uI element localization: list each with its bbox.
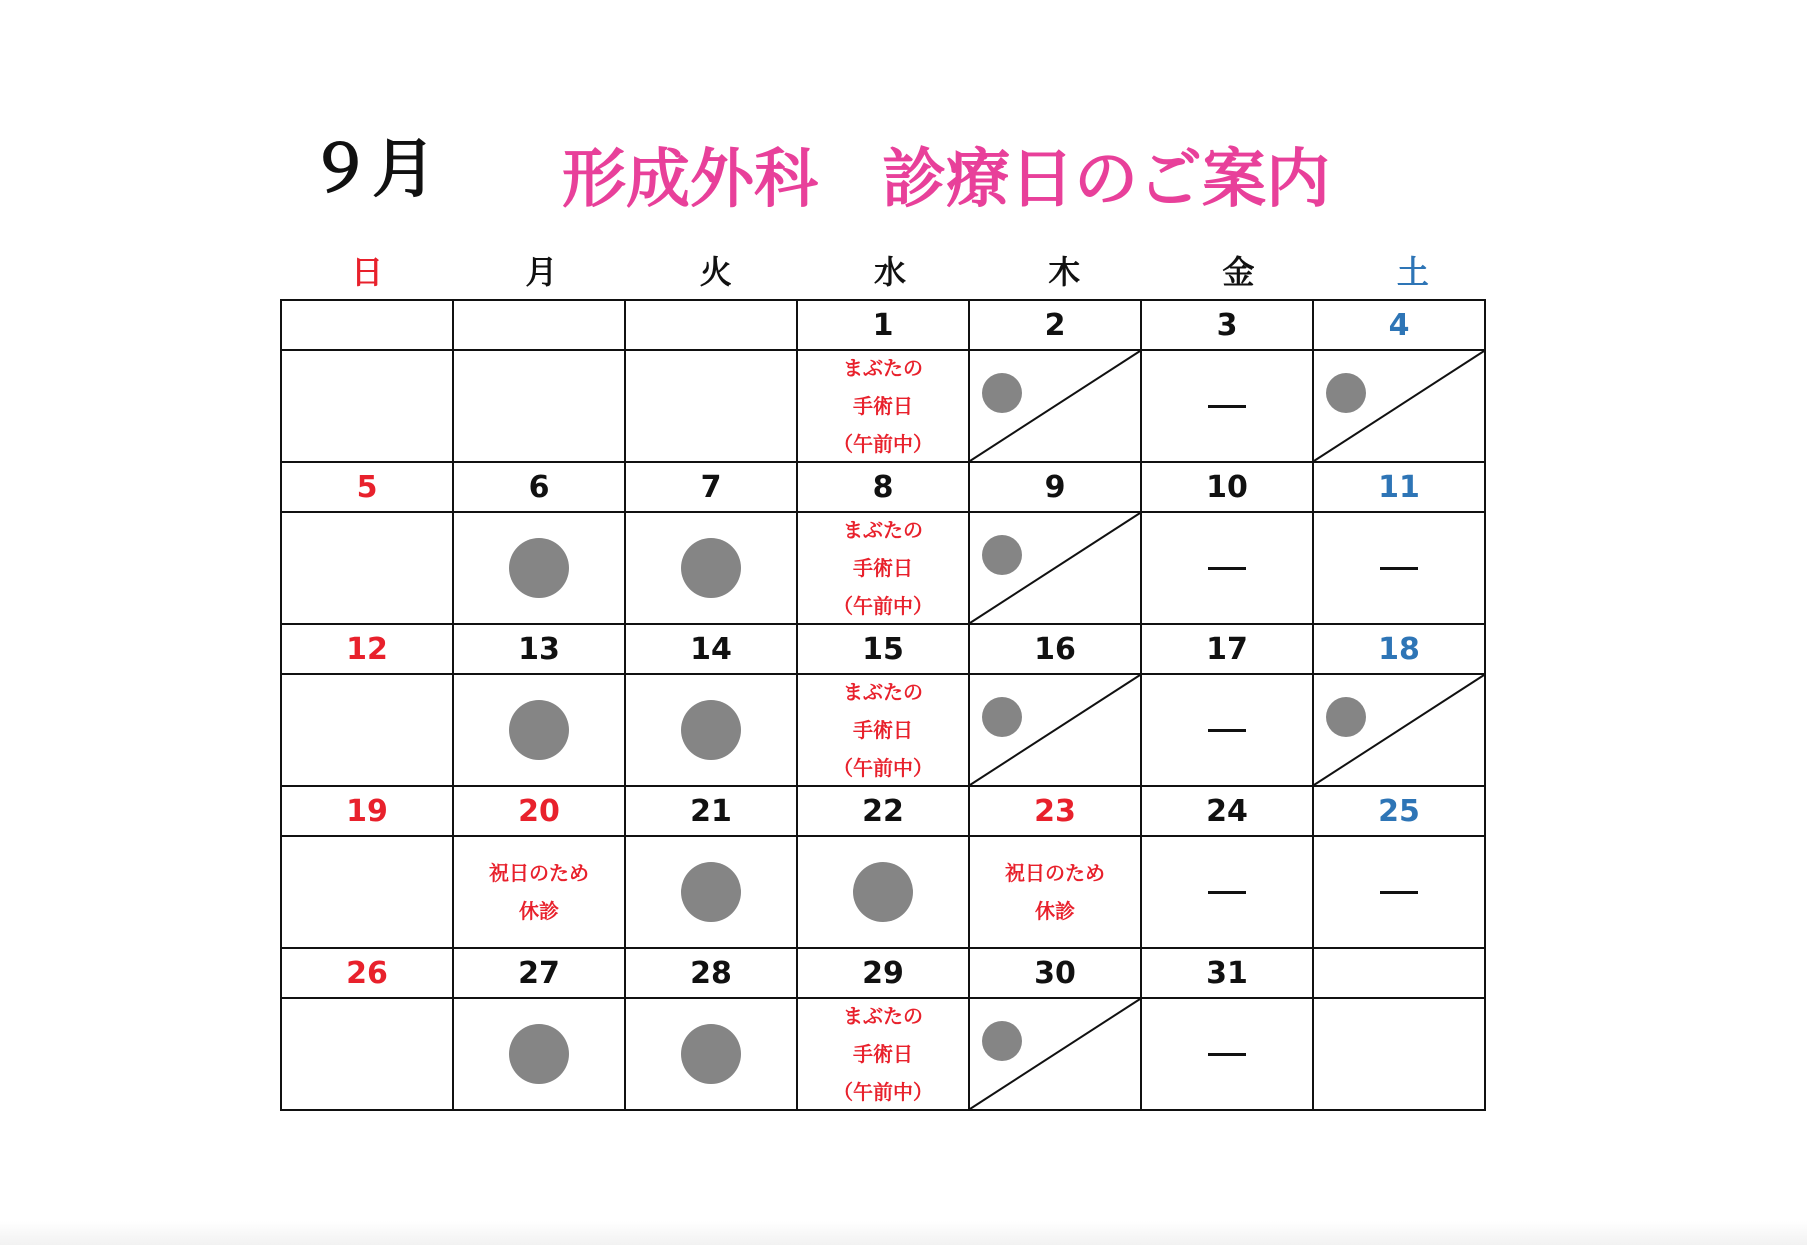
status-cell xyxy=(453,836,625,948)
date-row xyxy=(281,624,1485,674)
status-cell xyxy=(969,836,1141,948)
note-line: （午前中） xyxy=(833,756,933,780)
date-row xyxy=(281,948,1485,998)
date-cell: 31 xyxy=(1141,948,1313,998)
note-line: （午前中） xyxy=(833,594,933,618)
date-row xyxy=(281,300,1485,350)
status-cell xyxy=(969,998,1141,1110)
date-cell: 7 xyxy=(625,462,797,512)
status-row xyxy=(281,998,1485,1110)
date-cell: 3 xyxy=(1141,300,1313,350)
note-line: 手術日 xyxy=(853,394,913,418)
status-row xyxy=(281,674,1485,786)
date-cell: 25 xyxy=(1313,786,1485,836)
date-cell: 18 xyxy=(1313,624,1485,674)
weekday-label: 金 xyxy=(1222,253,1255,291)
status-cell xyxy=(1141,674,1313,786)
status-cell xyxy=(625,674,797,786)
surgery-note xyxy=(833,350,933,462)
status-cell xyxy=(1141,998,1313,1110)
morning-only-icon xyxy=(982,697,1022,737)
status-cell xyxy=(1313,512,1485,624)
note-line: 休診 xyxy=(519,899,559,923)
date-cell: 17 xyxy=(1141,624,1313,674)
note-line: まぶたの xyxy=(843,1004,923,1028)
status-cell xyxy=(453,674,625,786)
weekday-label: 月 xyxy=(525,253,558,291)
status-cell xyxy=(969,350,1141,462)
note-line: まぶたの xyxy=(843,680,923,704)
status-cell xyxy=(625,836,797,948)
date-cell: 20 xyxy=(453,786,625,836)
status-cell xyxy=(797,512,969,624)
date-cell: 8 xyxy=(797,462,969,512)
note-line: まぶたの xyxy=(843,356,923,380)
date-cell xyxy=(281,300,453,350)
date-cell: 23 xyxy=(969,786,1141,836)
note-line: （午前中） xyxy=(833,432,933,456)
status-row xyxy=(281,512,1485,624)
morning-only-icon xyxy=(1326,697,1366,737)
weekday-header xyxy=(280,250,1500,294)
closed-dash-icon xyxy=(1208,891,1246,894)
date-cell: 11 xyxy=(1313,462,1485,512)
status-cell xyxy=(453,998,625,1110)
surgery-note xyxy=(833,998,933,1110)
note-line: 手術日 xyxy=(853,718,913,742)
status-cell xyxy=(1141,350,1313,462)
date-cell: 12 xyxy=(281,624,453,674)
status-cell xyxy=(625,998,797,1110)
date-cell xyxy=(453,300,625,350)
open-all-day-icon xyxy=(681,862,741,922)
morning-only-icon xyxy=(1326,373,1366,413)
note-line: （午前中） xyxy=(833,1080,933,1104)
weekday-label: 火 xyxy=(699,253,732,291)
status-cell xyxy=(797,674,969,786)
status-cell xyxy=(281,512,453,624)
open-all-day-icon xyxy=(509,1024,569,1084)
note-line: 祝日のため xyxy=(489,861,589,885)
closed-dash-icon xyxy=(1208,1053,1246,1056)
surgery-note xyxy=(833,512,933,624)
closed-dash-icon xyxy=(1208,405,1246,408)
status-cell xyxy=(1141,512,1313,624)
date-cell: 1 xyxy=(797,300,969,350)
status-cell xyxy=(625,350,797,462)
note-line: 休診 xyxy=(1035,899,1075,923)
status-cell xyxy=(1313,350,1485,462)
date-cell xyxy=(1313,948,1485,998)
date-cell: 24 xyxy=(1141,786,1313,836)
holiday-note xyxy=(1005,854,1105,930)
date-cell: 15 xyxy=(797,624,969,674)
date-cell: 30 xyxy=(969,948,1141,998)
date-row xyxy=(281,462,1485,512)
date-cell: 28 xyxy=(625,948,797,998)
date-cell: 13 xyxy=(453,624,625,674)
note-line: まぶたの xyxy=(843,518,923,542)
date-cell: 10 xyxy=(1141,462,1313,512)
status-cell xyxy=(625,512,797,624)
date-cell: 9 xyxy=(969,462,1141,512)
date-cell: 6 xyxy=(453,462,625,512)
status-cell xyxy=(281,998,453,1110)
month-title: ９月 xyxy=(308,133,436,207)
morning-only-icon xyxy=(982,1021,1022,1061)
status-row xyxy=(281,350,1485,462)
weekday-label: 水 xyxy=(873,253,906,291)
status-cell xyxy=(281,836,453,948)
status-cell xyxy=(969,674,1141,786)
status-cell xyxy=(797,998,969,1110)
weekday-label: 木 xyxy=(1048,253,1081,291)
open-all-day-icon xyxy=(681,538,741,598)
calendar-grid xyxy=(280,299,1486,1111)
date-cell: 16 xyxy=(969,624,1141,674)
status-cell xyxy=(797,836,969,948)
date-cell: 27 xyxy=(453,948,625,998)
status-cell xyxy=(797,350,969,462)
date-cell: 26 xyxy=(281,948,453,998)
date-cell: 22 xyxy=(797,786,969,836)
status-cell xyxy=(1313,836,1485,948)
status-cell xyxy=(969,512,1141,624)
weekday-label: 土 xyxy=(1396,253,1429,291)
open-all-day-icon xyxy=(681,700,741,760)
closed-dash-icon xyxy=(1208,729,1246,732)
open-all-day-icon xyxy=(509,700,569,760)
date-row xyxy=(281,786,1485,836)
holiday-note xyxy=(489,854,589,930)
morning-only-icon xyxy=(982,535,1022,575)
open-all-day-icon xyxy=(509,538,569,598)
note-line: 手術日 xyxy=(853,556,913,580)
date-cell: 29 xyxy=(797,948,969,998)
page-footer-shade xyxy=(0,1221,1807,1245)
status-cell xyxy=(1313,998,1485,1110)
date-cell: 21 xyxy=(625,786,797,836)
page-title: 形成外科 診療日のご案内 xyxy=(562,143,1330,217)
status-cell xyxy=(1141,836,1313,948)
morning-only-icon xyxy=(982,373,1022,413)
status-row xyxy=(281,836,1485,948)
date-cell: 19 xyxy=(281,786,453,836)
open-all-day-icon xyxy=(853,862,913,922)
open-all-day-icon xyxy=(681,1024,741,1084)
status-cell xyxy=(281,350,453,462)
date-cell: 5 xyxy=(281,462,453,512)
status-cell xyxy=(453,350,625,462)
date-cell: 14 xyxy=(625,624,797,674)
note-line: 祝日のため xyxy=(1005,861,1105,885)
date-cell: 2 xyxy=(969,300,1141,350)
closed-dash-icon xyxy=(1380,891,1418,894)
date-cell xyxy=(625,300,797,350)
date-cell: 4 xyxy=(1313,300,1485,350)
status-cell xyxy=(281,674,453,786)
surgery-note xyxy=(833,674,933,786)
note-line: 手術日 xyxy=(853,1042,913,1066)
status-cell xyxy=(453,512,625,624)
closed-dash-icon xyxy=(1208,567,1246,570)
status-cell xyxy=(1313,674,1485,786)
weekday-label: 日 xyxy=(351,253,384,291)
closed-dash-icon xyxy=(1380,567,1418,570)
